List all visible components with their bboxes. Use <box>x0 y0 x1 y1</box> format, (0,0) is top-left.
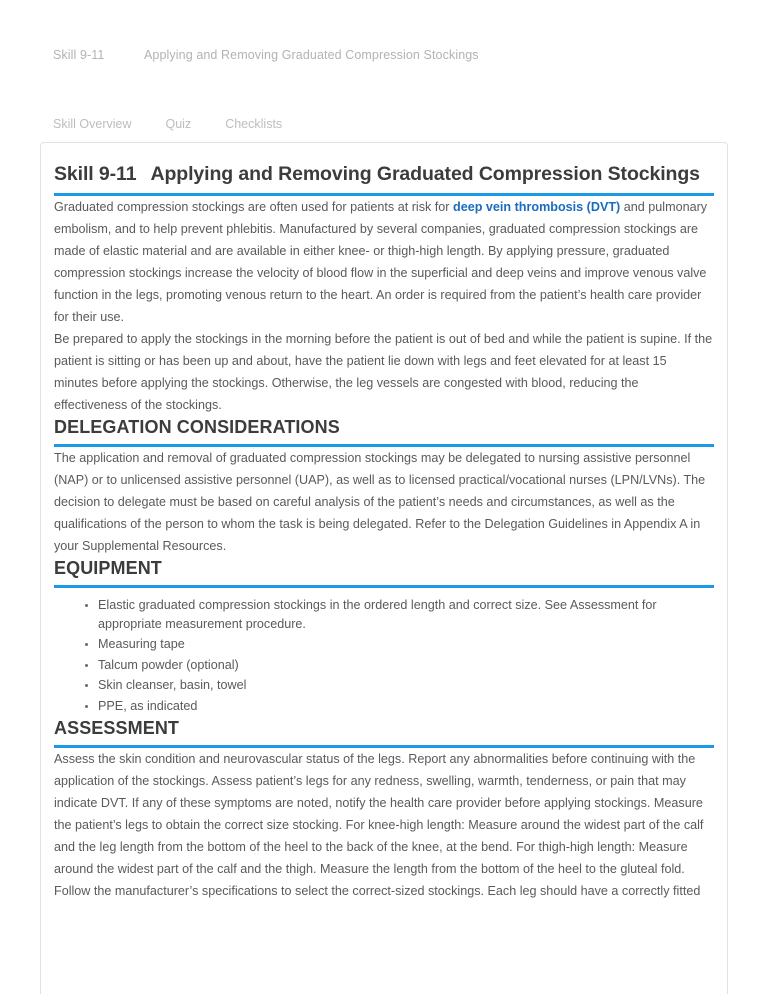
tab-checklists[interactable]: Checklists <box>225 117 283 131</box>
tab-bar <box>53 117 728 131</box>
intro-text-before-link: Graduated compression stockings are often used for patients at risk for <box>54 200 454 214</box>
section-heading-assessment: ASSESSMENT <box>54 718 180 738</box>
page-title-number: Skill 9-11 <box>54 163 137 185</box>
breadcrumb <box>53 48 728 62</box>
list-item: Skin cleanser, basin, towel <box>98 676 714 695</box>
tab-skill-overview[interactable]: Skill Overview <box>53 117 132 131</box>
page-title-text: Applying and Removing Graduated Compression Stockings <box>150 163 700 185</box>
dvt-link[interactable]: deep vein thrombosis (DVT) <box>453 200 621 214</box>
breadcrumb-skill-number: Skill 9-11 <box>53 48 105 62</box>
page-title <box>54 163 714 186</box>
equipment-accent-rule <box>54 585 714 588</box>
tab-quiz[interactable]: Quiz <box>165 117 192 131</box>
breadcrumb-skill-title: Applying and Removing Graduated Compression Stockings <box>144 48 479 62</box>
skill-overview-card <box>40 142 728 994</box>
list-item: Measuring tape <box>98 635 714 654</box>
delegation-body: The application and removal of graduated compression stockings may be delegated to nursing assistive personnel (NAP) or to unlicensed assistive personnel (UAP), as well as to licensed practical/vocational nurses (LPN/LVNs). The decision to delegate must be based on careful analysis of the patient’s needs and circumstances, as well as the qualifications of the person to whom the task is being delegated. Refer to the Delegation Guidelines in Appendix A in your Supplemental Resources. <box>54 451 706 553</box>
assessment-body: Assess the skin condition and neurovascular status of the legs. Report any abnormalities before continuing with the application of the stockings. Assess patient’s legs for any redness, swelling, warmth, tenderness, or pain that may indicate DVT. If any of these symptoms are noted, notify the health care provider before applying stockings. Measure the patient’s legs to obtain the correct size stocking. For knee-high length: Measure around the widest part of the calf and the leg length from the bottom of the heel to the back of the knee, at the bend. For thigh-high length: Measure around the widest part of the calf and the thigh. Measure the length from the bottom of the heel to the gluteal fold. Follow the manufacturer’s specifications to select the correct-sized stockings. Each leg should have a correctly fitted <box>54 752 704 898</box>
list-item: Talcum powder (optional) <box>98 656 714 675</box>
equipment-list <box>54 596 714 715</box>
list-item: PPE, as indicated <box>98 697 714 716</box>
section-heading-equipment: EQUIPMENT <box>54 558 162 578</box>
intro-text-after-link: and pulmonary embolism, and to help prevent phlebitis. Manufactured by several companies, graduated compression stockings are made of elastic material and are available in either knee- or thigh-high length. By applying pressure, graduated compression stockings increase the velocity of blood flow in the superficial and deep veins and improve venous valve function in the legs, promoting venous return to the heart. An order is required from the patient’s health care provider for their use. <box>54 200 708 324</box>
intro-paragraph <box>54 196 714 328</box>
list-item: Elastic graduated compression stockings in the ordered length and correct size. See Assessment for appropriate measurement procedure. <box>98 596 714 633</box>
section-heading-delegation: DELEGATION CONSIDERATIONS <box>54 417 340 437</box>
preparation-paragraph: Be prepared to apply the stockings in the morning before the patient is out of bed and while the patient is supine. If the patient is sitting or has been up and about, have the patient lie down with legs and feet elevated for at least 15 minutes before applying the stockings. Otherwise, the leg vessels are congested with blood, reducing the effectiveness of the stockings. <box>54 332 713 412</box>
